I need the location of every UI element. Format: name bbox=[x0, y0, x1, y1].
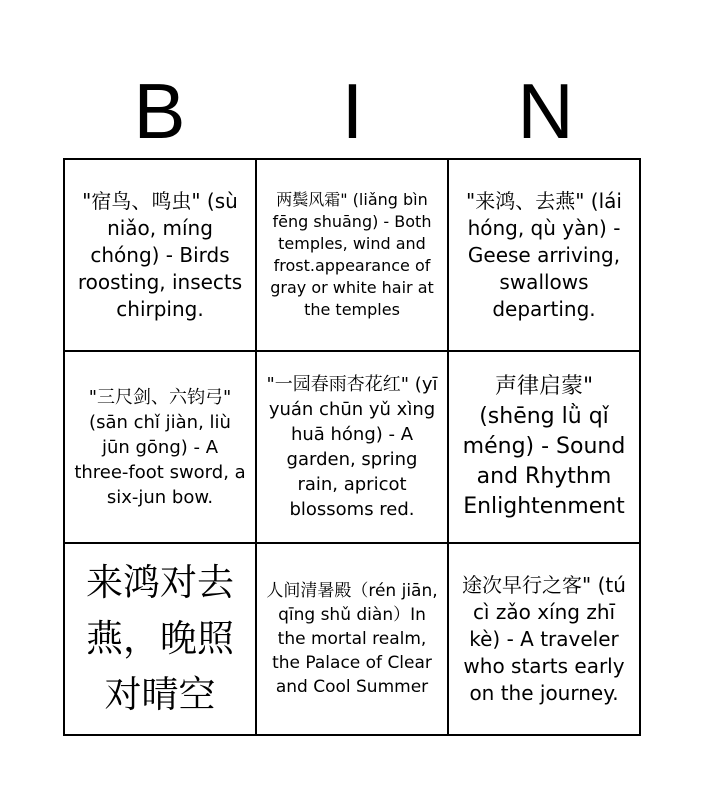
cell-text: "来鸿、去燕" (lái hóng, qù yàn) - Geese arriving, swallows departing. bbox=[466, 188, 622, 321]
bingo-cell-r1c3[interactable] bbox=[449, 160, 641, 352]
cell-text: 两鬓风霜" (liǎng bìn fēng shuāng) - Both temples, wind and frost.appearance of gray or white hair at the temples bbox=[270, 190, 434, 319]
cell-text: 声律启蒙" (shēng lǜ qǐ méng) - Sound and Rhythm Enlightenment bbox=[462, 374, 626, 519]
bingo-cell-r1c2[interactable] bbox=[257, 160, 449, 352]
cell-text: 途次早行之客" (tú cì zǎo xíng zhī kè) - A traveler who starts early on the journey. bbox=[462, 572, 626, 705]
bingo-grid bbox=[63, 158, 641, 736]
bingo-cell-r2c2[interactable] bbox=[257, 352, 449, 544]
bingo-cell-r1c1[interactable] bbox=[65, 160, 257, 352]
bingo-header bbox=[63, 67, 641, 155]
header-letter-i: I bbox=[341, 67, 364, 155]
cell-text: "宿鸟、鸣虫" (sù niǎo, míng chóng) - Birds roosting, insects chirping. bbox=[77, 188, 243, 321]
bingo-cell-r3c1[interactable] bbox=[65, 544, 257, 736]
cell-text: "三尺剑、六钧弓" (sān chǐ jiàn, liù jūn gōng) - A three-foot sword, a six-jun bow. bbox=[74, 386, 246, 508]
bingo-cell-r3c2[interactable] bbox=[257, 544, 449, 736]
header-letter-b: B bbox=[133, 67, 186, 155]
cell-text: 人间清暑殿（rén jiān, qīng shǔ diàn）In the mortal realm, the Palace of Clear and Cool Summer bbox=[266, 581, 438, 697]
cell-text: "一园春雨杏花红" (yī yuán chūn yǔ xìng huā hóng) - A garden, spring rain, apricot blossoms red. bbox=[266, 374, 438, 520]
bingo-cell-r3c3[interactable] bbox=[449, 544, 641, 736]
bingo-cell-r2c3[interactable] bbox=[449, 352, 641, 544]
bingo-cell-r2c1[interactable] bbox=[65, 352, 257, 544]
header-letter-n: N bbox=[517, 67, 574, 155]
cell-text: 来鸿对去燕，晚照对晴空 bbox=[86, 561, 234, 716]
